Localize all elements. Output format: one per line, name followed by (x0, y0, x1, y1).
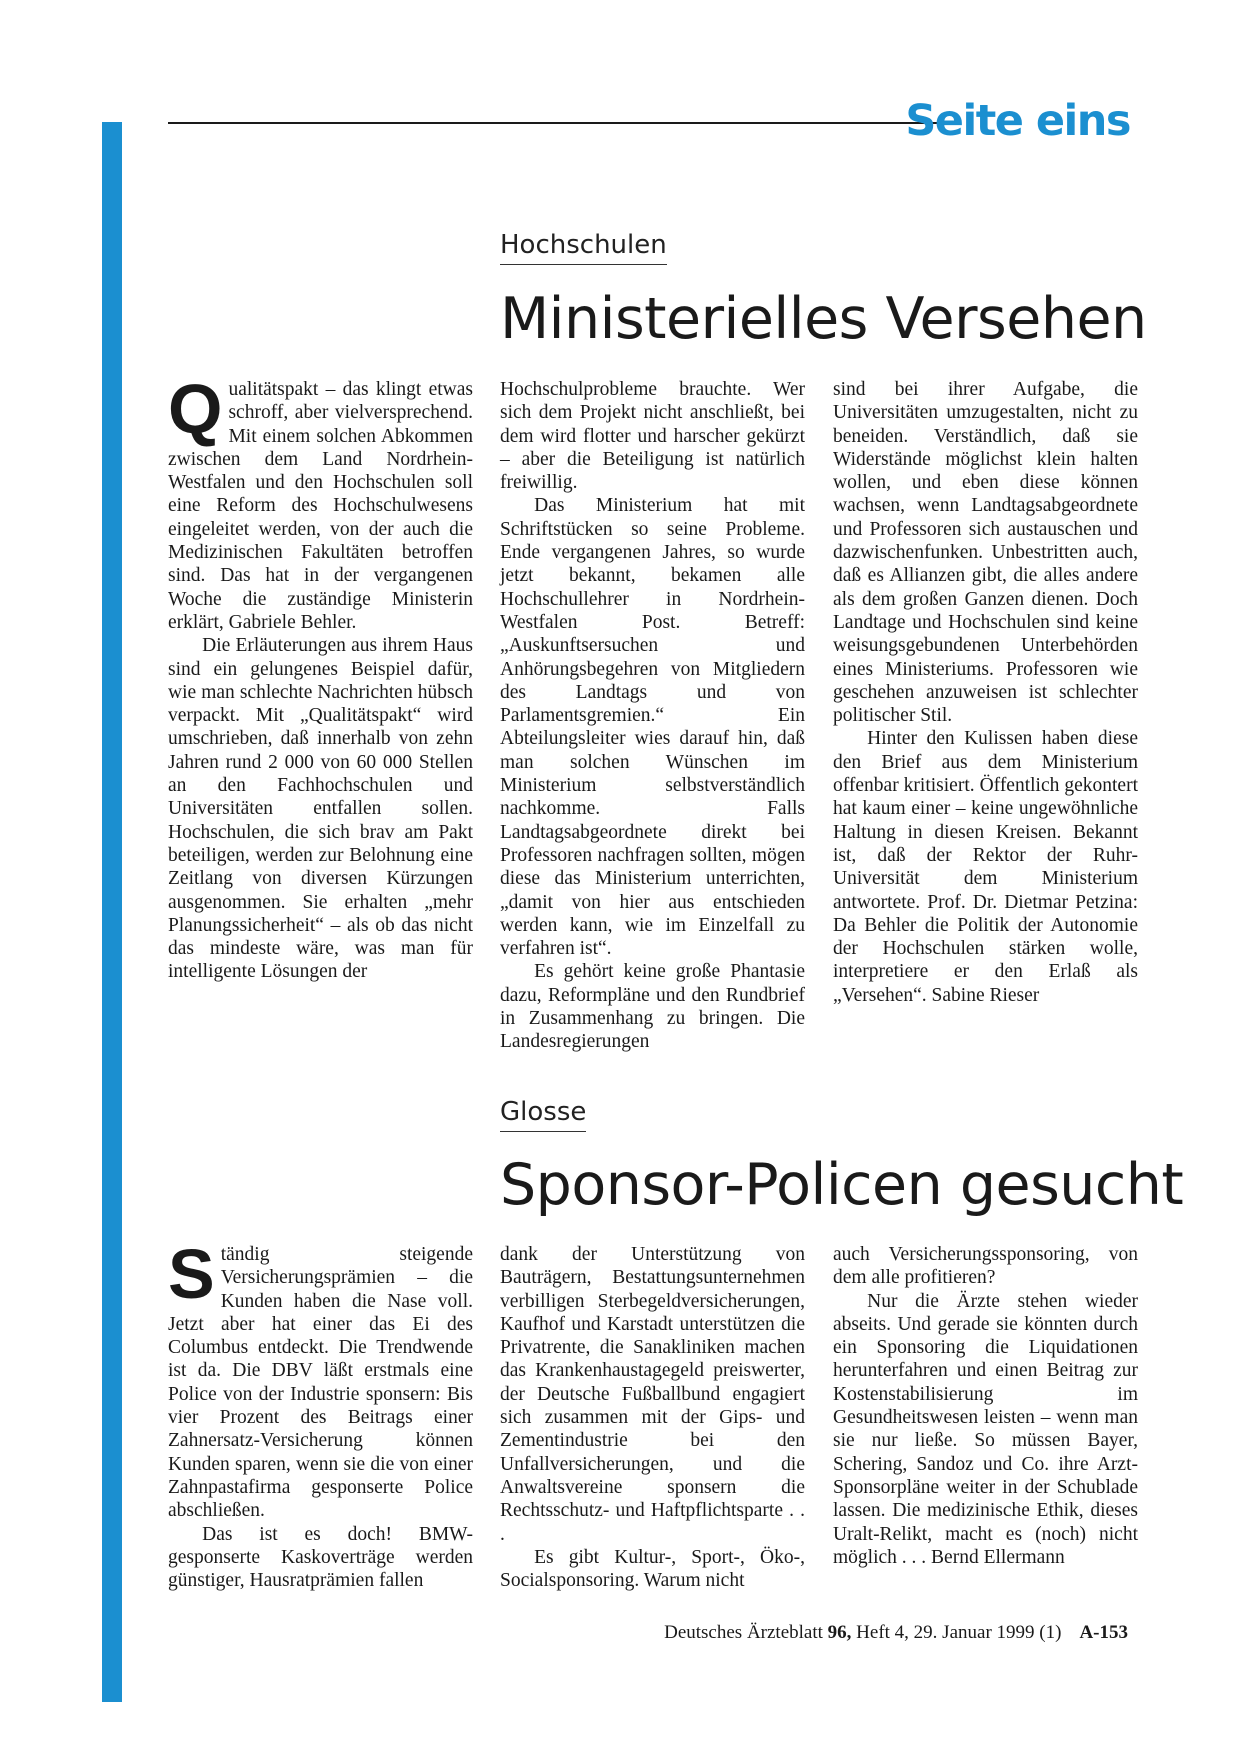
article-author: Bernd Ellermann (931, 1546, 1065, 1568)
paragraph: Ständig steigende Versicherungsprämien – die Kunden haben die Nase voll. Jetzt aber hat einer das Ei des Columbus entdeckt. Die Trendwende ist da. Die DBV läßt erstmals eine Police von der Industrie sponsern: Bis vier Prozent des Beitrags einer Zahnersatz-Versicherung können Kunden sparen, wenn sie die von einer Zahnpastafirma gesponserte Police abschließen. (168, 1235, 473, 1522)
article-kicker: Glosse (500, 1095, 586, 1132)
paragraph: sind bei ihrer Aufgabe, die Universitäten umzugestalten, nicht zu beneiden. Verständlich, daß sie Widerstände möglichst klein halten wollen, und eben diese können wachsen, wenn Landtagsabgeordnete und Professoren sich austauschen und dazwischenfunken. Unbestritten auch, daß es Allianzen gibt, die alles andere als dem großen Ganzen dienen. Doch Landtage und Hochschulen sind keine weisungsgebundenen Unterbehörden eines Ministeriums. Professoren wie geschehen anzuweisen ist schlechter politischer Stil. (833, 379, 1138, 727)
drop-cap: S (168, 1235, 215, 1313)
paragraph: Qualitätspakt – das klingt etwas schroff, aber vielversprechend. Mit einem solchen Abkommen zwischen dem Land Nordrhein-Westfalen und den Hochschulen soll eine Reform des Hochschulwesens eingeleitet werden, von der auch die Medizinischen Fakultäten betroffen sind. Das hat in der vergangenen Woche die zuständige Ministerin erklärt, Gabriele Behler. (168, 370, 473, 633)
accent-side-bar (102, 122, 122, 1702)
paragraph: Die Erläuterungen aus ihrem Haus sind ein gelungenes Beispiel dafür, wie man schlechte Nachrichten hübsch verpackt. Mit „Qualitätspakt“ wird umschrieben, daß innerhalb von zehn Jahren rund 2 000 von 60 000 Stellen an den Fachhochschulen und Universitäten entfallen sollen. Hochschulen, die sich brav am Pakt beteiligen, werden zur Belohnung eine Zeitlang von diversen Kürzungen ausgenommen. Sie erhalten „mehr Planungssicherheit“ – als ob das nicht das mindeste wäre, was man für intelligente Lösungen der (168, 635, 473, 983)
paragraph: Es gehört keine große Phantasie dazu, Reformpläne und den Rundbrief in Zusammenhang zu bringen. Die Landesregierungen (500, 961, 805, 1053)
paragraph: Hinter den Kulissen haben diese den Brief aus dem Ministerium offenbar kritisiert. Öffentlich gekontert hat kaum einer – keine ungewöhnliche Haltung in diesen Kreisen. Bekannt ist, daß der Rektor der Ruhr-Universität dem Ministerium antwortete. Prof. Dr. Dietmar Petzina: Da Behler die Politik der Autonomie der Hochschulen stärken wolle, interpretiere er den Erlaß als „Versehen“. Sabine Rieser (833, 728, 1138, 1006)
article-author: Sabine Rieser (931, 984, 1040, 1006)
header-rule (168, 122, 938, 124)
footer-volume: 96, (827, 1622, 852, 1643)
article-column-1 (168, 1235, 473, 1603)
paragraph: Nur die Ärzte stehen wieder abseits. Und gerade sie könnten durch ein Sponsoring die Liquidationen herunterfahren und einen Beitrag zur Kostenstabilisierung im Gesundheitswesen leisten – wenn man sie nur ließe. So müssen Bayer, Schering, Sandoz und Co. ihre Arzt-Sponsorpläne weiter in der Schublade lassen. Die medizinische Ethik, dieses Uralt-Relikt, macht es (noch) nicht möglich . . . Bernd Ellermann (833, 1290, 1138, 1568)
section-title: Seite eins (905, 96, 1130, 146)
page-footer (664, 1620, 1128, 1646)
drop-cap: Q (168, 370, 223, 448)
article-column-3 (833, 1243, 1138, 1603)
paragraph: dank der Unterstützung von Bauträgern, Bestattungsunternehmen verbilligen Sterbegeldversicherungen, Kaufhof und Karstadt unterstützen die Privatrente, die Sanakliniken machen das Krankenhaustagegeld preiswerter, der Deutsche Fußballbund engagiert sich zusammen mit der Gips- und Zementindustrie bei den Unfallversicherungen, und die Anwaltsvereine sponsern die Rechtsschutz- und Haftpflichtsparte . . . (500, 1244, 805, 1545)
footer-issue: Heft 4, 29. Januar 1999 (1) (856, 1622, 1062, 1643)
article-column-2 (500, 378, 805, 1053)
paragraph: auch Versicherungssponsoring, von dem alle profitieren? (833, 1244, 1138, 1289)
article-column-2 (500, 1243, 805, 1603)
paragraph: Hochschulprobleme brauchte. Wer sich dem Projekt nicht anschließt, bei dem wird flotter und harscher gekürzt – aber die Beteiligung ist natürlich freiwillig. (500, 379, 805, 494)
paragraph: Das Ministerium hat mit Schriftstücken so seine Probleme. Ende vergangenen Jahres, so wurde jetzt bekannt, bekamen alle Hochschullehrer in Nordrhein-Westfalen Post. Betreff: „Auskunftsersuchen und Anhörungsbegehren von Mitgliedern des Landtags und von Parlamentsgremien.“ Ein Abteilungsleiter wies darauf hin, daß man solchen Wünschen im Ministerium selbstverständlich nachkomme. Falls Landtagsabgeordnete direkt bei Professoren nachfragen sollten, mögen diese das Ministerium unterrichten, „damit von hier aus entschieden werden kann, wie im Einzelfall zu verfahren ist“. (500, 495, 805, 960)
article-column-1 (168, 370, 473, 1028)
article-headline: Sponsor-Policen gesucht (500, 1152, 1184, 1218)
article-column-3 (833, 378, 1138, 1028)
footer-journal: Deutsches Ärzteblatt (664, 1622, 823, 1643)
paragraph: Es gibt Kultur-, Sport-, Öko-, Socialsponsoring. Warum nicht (500, 1546, 805, 1592)
paragraph: Das ist es doch! BMW-gesponserte Kaskoverträge werden günstiger, Hausratprämien fallen (168, 1523, 473, 1592)
article-kicker: Hochschulen (500, 228, 667, 265)
article-headline: Ministerielles Versehen (500, 286, 1147, 352)
footer-page-number: A-153 (1079, 1622, 1128, 1643)
